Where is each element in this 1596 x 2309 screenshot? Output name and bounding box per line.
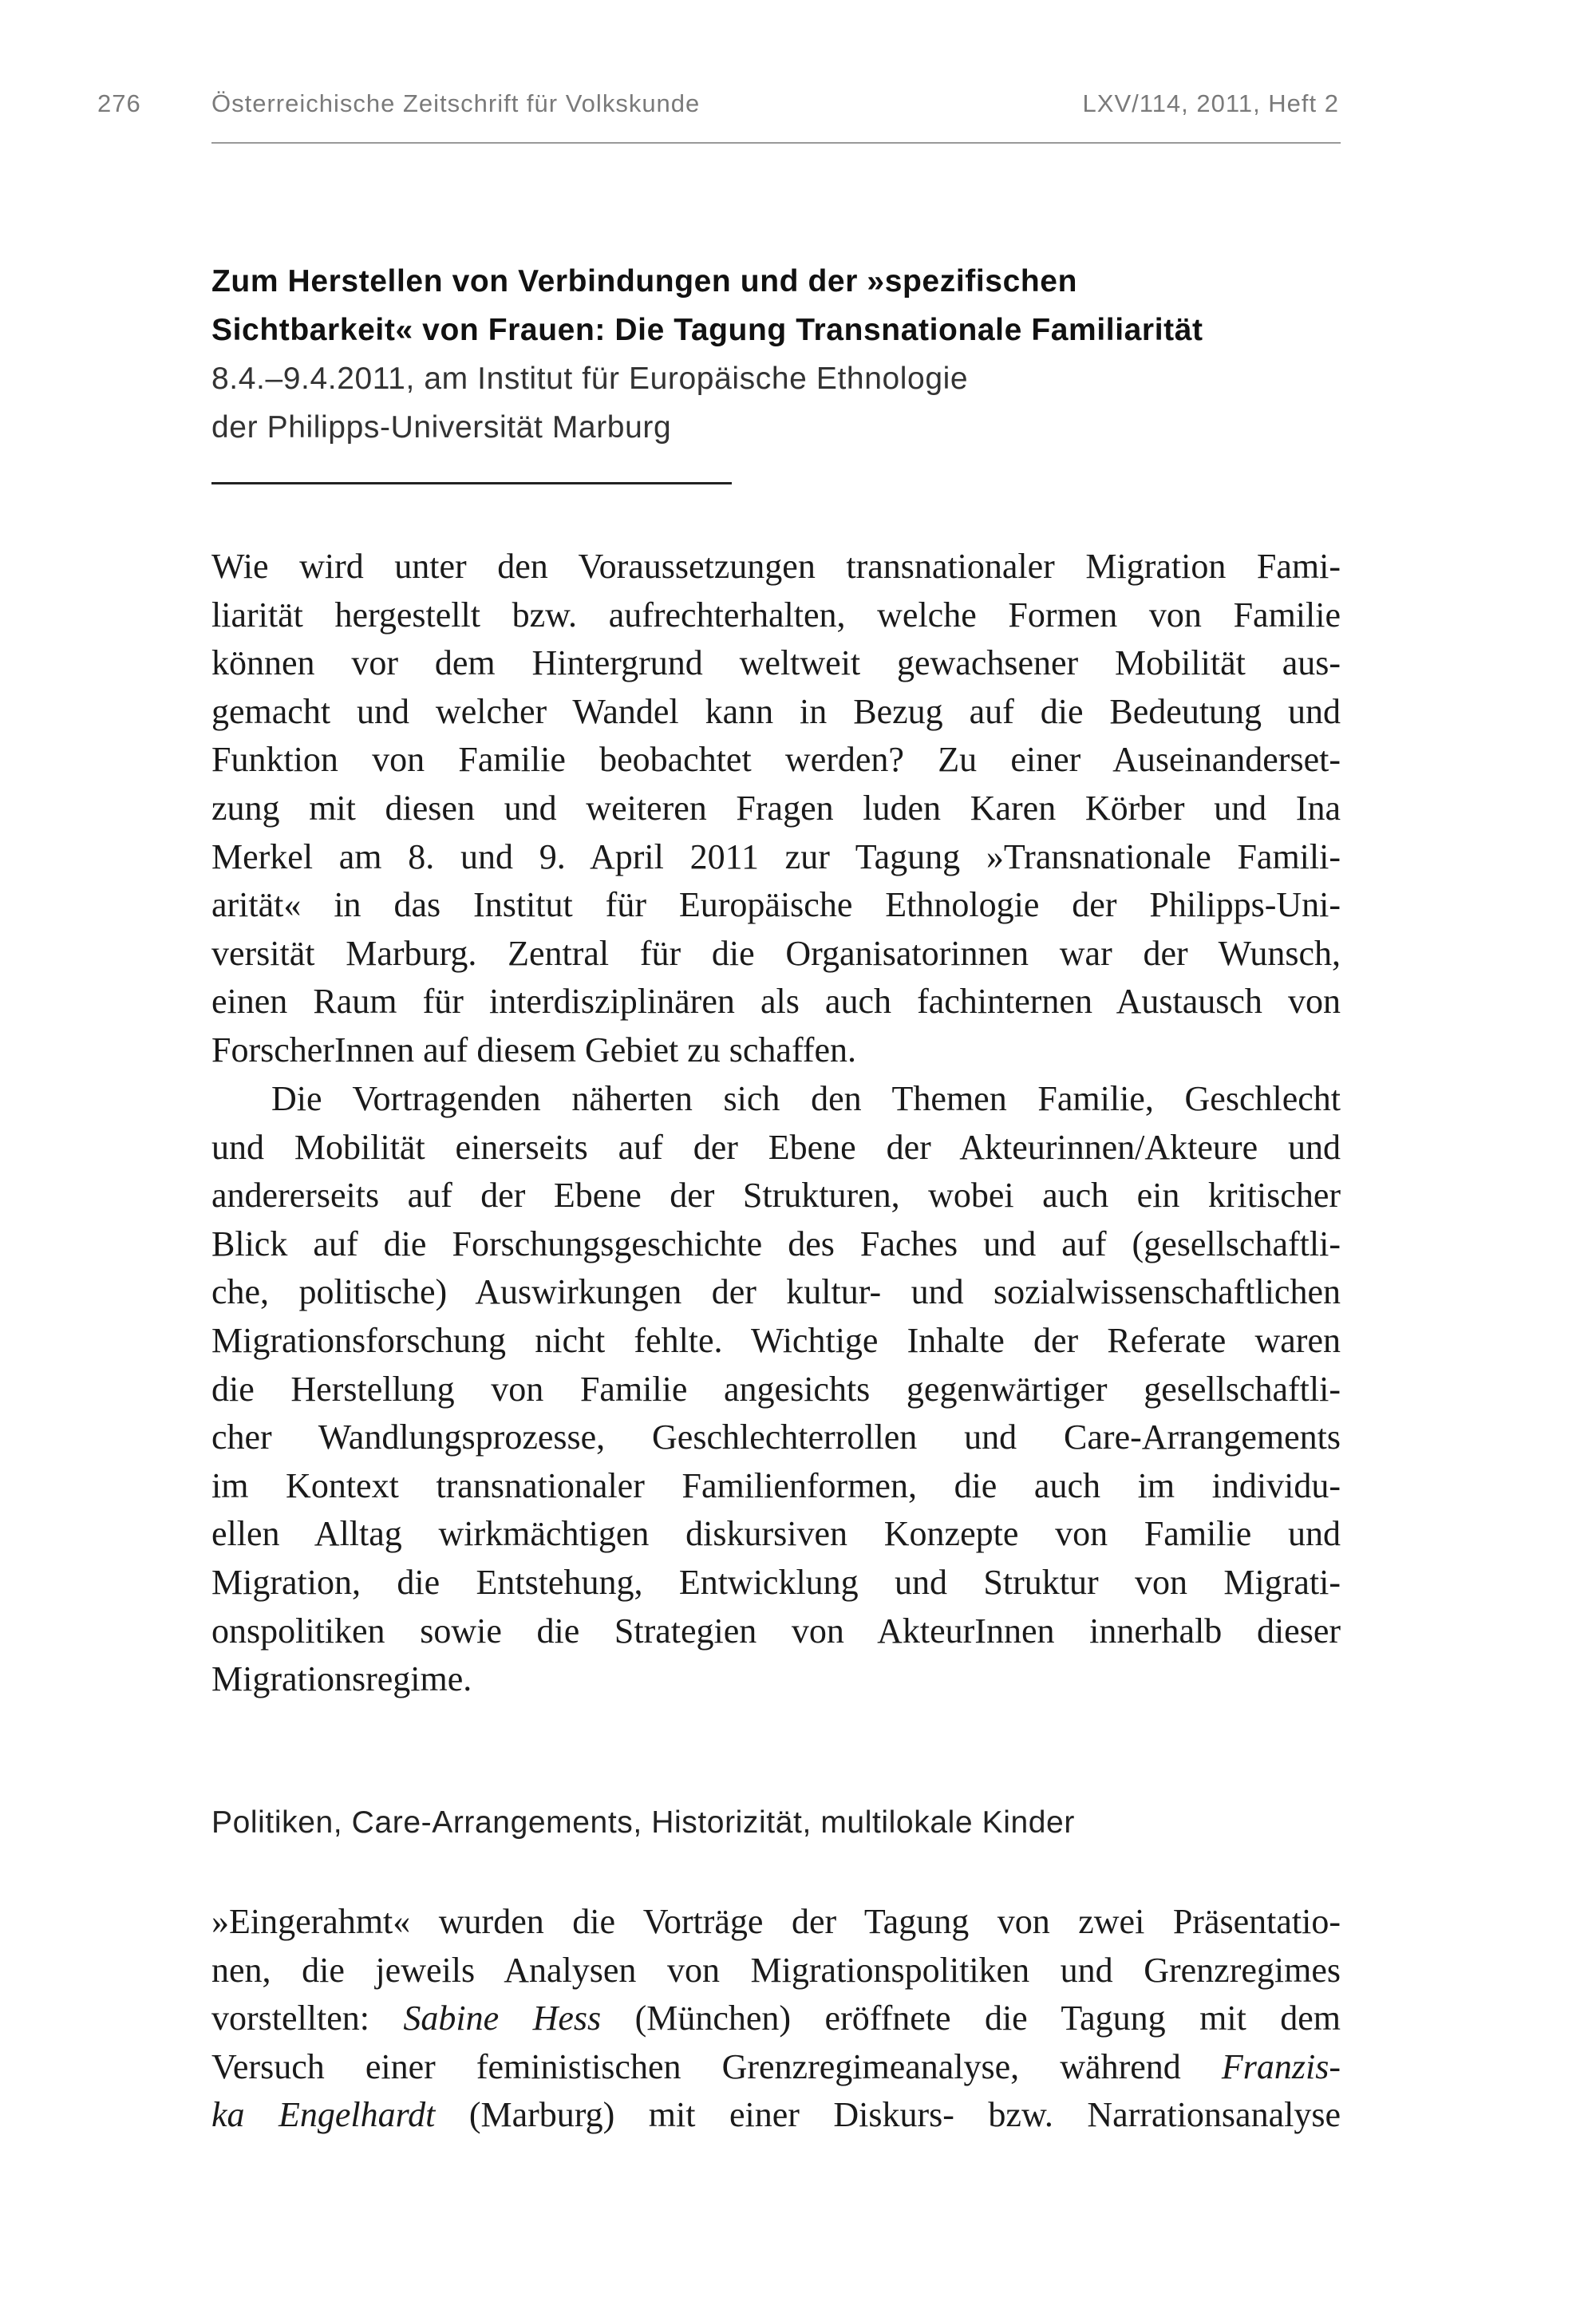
text-segment: Migrationsregime. [211,1659,472,1699]
text-line [211,2043,1341,2092]
text-line [211,1559,1341,1607]
text-segment: (Marburg) mit einer Diskurs- bzw. Narrationsanalyse [435,2095,1341,2135]
text-line [211,1995,1341,2043]
article-title [211,257,1203,452]
text-line [211,1268,1341,1317]
text-line [211,1124,1341,1172]
header-divider [211,142,1341,144]
text-segment: die Herstellung von Familie angesichts gegenwärtiger gesellschaftli- [211,1369,1341,1409]
text-line [211,833,1341,882]
text-line [211,1026,1341,1075]
text-segment: können vor dem Hintergrund weltweit gewachsener Mobilität aus- [211,643,1341,683]
text-line [211,1462,1341,1511]
text-segment: Wie wird unter den Voraussetzungen transnationaler Migration Fami- [211,547,1341,586]
italic-name: Sabine Hess [403,1999,602,2038]
text-line [211,639,1341,688]
text-segment: vorstellten: [211,1999,404,2038]
text-line [211,1655,1341,1704]
text-line [211,1413,1341,1462]
italic-name: Franzis- [1221,2046,1341,2086]
subtitle-line: der Philipps-Universität Marburg [211,410,672,445]
text-line [211,591,1341,640]
text-segment: ellen Alltag wirkmächtigen diskursiven Konzepte von Familie und [211,1514,1341,1554]
text-line [211,1220,1341,1269]
text-segment: andererseits auf der Ebene der Strukturen, wobei auch ein kritischer [211,1176,1341,1216]
text-segment: Migrationsforschung nicht fehlte. Wichtige Inhalte der Referate waren [211,1320,1341,1360]
text-line [211,881,1341,930]
title-divider [211,482,732,484]
text-line [211,736,1341,785]
text-line [211,1510,1341,1559]
text-line [211,930,1341,979]
text-line [211,785,1341,833]
body-paragraph [211,543,1341,1075]
text-segment: nen, die jeweils Analysen von Migrationspolitiken und Grenzregimes [211,1950,1341,1990]
text-segment: zung mit diesen und weiteren Fragen luden Karen Körber und Ina [211,788,1341,828]
subtitle-line: 8.4.–9.4.2011, am Institut für Europäische Ethnologie [211,362,969,396]
text-segment: gemacht und welcher Wandel kann in Bezug auf die Bedeutung und [211,691,1341,731]
text-line [211,1172,1341,1220]
text-segment: Die Vortragenden näherten sich den Themen Familie, Geschlecht [271,1079,1341,1118]
text-segment: einen Raum für interdisziplinären als auch fachinternen Austausch von [211,982,1341,1022]
section-heading: Politiken, Care-Arrangements, Historizität, multilokale Kinder [211,1805,1075,1840]
text-line [211,1317,1341,1366]
text-segment: im Kontext transnationaler Familienformen, die auch im individu- [211,1465,1341,1505]
text-line [211,978,1341,1026]
text-segment: cher Wandlungsprozesse, Geschlechterrollen und Care-Arrangements [211,1417,1341,1457]
text-segment: »Eingerahmt« wurden die Vorträge der Tagung von zwei Präsentatio- [211,1902,1341,1941]
text-segment: Blick auf die Forschungsgeschichte des Faches und auf (gesellschaftli- [211,1224,1341,1263]
text-line [211,1075,1341,1124]
text-line [211,543,1341,591]
text-line [211,1947,1341,1995]
text-segment: ForscherInnen auf diesem Gebiet zu schaffen. [211,1030,856,1069]
text-segment: arität« in das Institut für Europäische Ethnologie der Philipps-Uni- [211,885,1341,925]
text-line [211,1607,1341,1656]
text-segment: versität Marburg. Zentral für die Organisatorinnen war der Wunsch, [211,933,1341,973]
page-number: 276 [97,89,141,117]
text-line [211,2091,1341,2140]
text-line [211,688,1341,737]
text-segment: (München) eröffnete die Tagung mit dem [601,1999,1341,2038]
text-segment: und Mobilität einerseits auf der Ebene der Akteurinnen/Akteure und [211,1127,1341,1167]
running-header-journal: Österreichische Zeitschrift für Volkskunde [211,89,701,117]
title-line: Zum Herstellen von Verbindungen und der »spezifischen [211,264,1077,299]
text-line [211,1898,1341,1947]
text-segment: Funktion von Familie beobachtet werden? Zu einer Auseinanderset- [211,740,1341,780]
text-segment: liarität hergestellt bzw. aufrechterhalten, welche Formen von Familie [211,595,1341,635]
text-line [211,1366,1341,1414]
text-segment: che, politische) Auswirkungen der kultur- und sozialwissenschaftlichen [211,1272,1341,1312]
text-segment: Versuch einer feministischen Grenzregimeanalyse, während [211,2046,1222,2086]
body-paragraph [211,1075,1341,1704]
text-segment: onspolitiken sowie die Strategien von AkteurInnen innerhalb dieser [211,1611,1341,1651]
italic-name: ka Engelhardt [211,2095,436,2135]
text-segment: Merkel am 8. und 9. April 2011 zur Tagung »Transnationale Famili- [211,836,1341,876]
body-paragraph [211,1898,1341,2140]
title-line: Sichtbarkeit« von Frauen: Die Tagung Transnationale Familiarität [211,313,1203,347]
text-segment: Migration, die Entstehung, Entwicklung und Struktur von Migrati- [211,1562,1341,1602]
running-header-issue: LXV/114, 2011, Heft 2 [1082,89,1339,117]
